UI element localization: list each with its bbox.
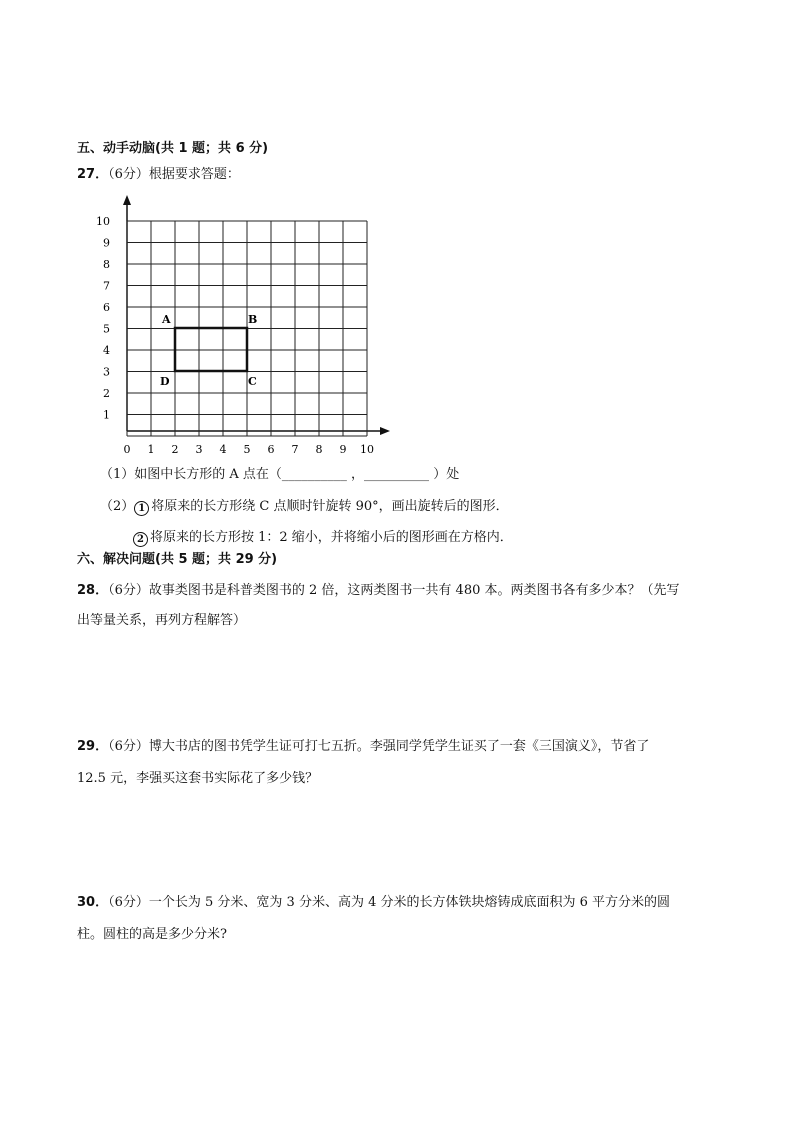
y-tick-label: 1 [103, 408, 110, 422]
question-27-part-1: （1）如图中长方形的 A 点在（__________ ，__________ ）处 [100, 467, 460, 482]
x-tick-label: 2 [171, 443, 179, 456]
x-tick-label: 8 [315, 443, 323, 456]
y-tick-label: 4 [103, 344, 110, 357]
y-tick-label: 2 [103, 387, 110, 400]
y-tick-label: 10 [96, 215, 110, 228]
y-axis-arrow [123, 195, 131, 205]
question-27-header [77, 167, 240, 183]
question-prompt: 根据要求答题： [148, 167, 240, 182]
x-tick-label: 0 [123, 443, 131, 456]
y-tick-label: 8 [103, 258, 110, 271]
question-text: 博大书店的图书凭学生证可打七五折。李强同学凭学生证买了一套《三国演义》，节省了 [148, 739, 650, 754]
question-27-part-2-1 [100, 499, 509, 516]
x-tick-label: 3 [195, 443, 203, 456]
y-tick-label: 3 [103, 365, 110, 379]
x-axis-arrow [380, 427, 390, 435]
point-c-label: C [248, 375, 257, 388]
question-28-line-2: 出等量关系，再列方程解答） [77, 613, 247, 628]
part-2-2-text: 将原来的长方形按 1：2 缩小，并将缩小后的图形画在方格内． [150, 530, 513, 545]
x-tick-labels [124, 443, 375, 456]
section-6-title: 六、解决问题(共 5 题；共 29 分) [77, 552, 278, 567]
circled-number-1: 1 [134, 501, 149, 516]
x-tick-label: 7 [291, 443, 299, 456]
question-28-line-1 [77, 583, 680, 599]
x-tick-label: 5 [243, 443, 251, 456]
x-tick-label: 10 [360, 443, 374, 456]
question-30-line-2: 柱。圆柱的高是多少分米? [77, 927, 227, 942]
y-tick-label: 5 [103, 322, 110, 336]
question-29-line-2: 12.5 元，李强买这套书实际花了多少钱？ [77, 771, 319, 786]
question-number: 29． [77, 739, 109, 754]
question-score: （6分） [108, 167, 149, 182]
question-text: 故事类图书是科普类图书的 2 倍，这两类图书一共有 480 本。两类图书各有多少本？（先写 [148, 583, 680, 598]
question-text: 一个长为 5 分米、宽为 3 分米、高为 4 分米的长方体铁块熔铸成底面积为 6 平方分米的圆 [148, 895, 671, 910]
question-number: 27． [77, 167, 109, 182]
question-29-line-1 [77, 739, 649, 755]
point-b-label: B [248, 313, 258, 326]
x-tick-label: 9 [339, 443, 347, 456]
y-tick-label: 7 [103, 279, 110, 293]
question-number: 28． [77, 583, 109, 598]
part-2-prefix: （2） [100, 499, 135, 514]
part-2-1-text: 将原来的长方形绕 C 点顺时针旋转 90°，画出旋转后的图形． [151, 499, 509, 514]
x-tick-label: 4 [219, 443, 227, 456]
question-score: （6分） [108, 583, 149, 598]
point-a-label: A [162, 313, 171, 326]
x-tick-label: 1 [147, 443, 155, 456]
question-30-line-1 [77, 895, 670, 911]
section-5-title: 五、动手动脑(共 1 题；共 6 分) [77, 141, 269, 156]
y-tick-labels [96, 215, 110, 422]
question-score: （6分） [108, 739, 149, 754]
y-tick-label: 9 [103, 236, 110, 250]
question-score: （6分） [108, 895, 149, 910]
coordinate-grid [90, 195, 390, 456]
question-number: 30． [77, 895, 109, 910]
point-d-label: D [160, 375, 170, 388]
question-27-part-2-2 [133, 530, 513, 547]
circled-number-2: 2 [133, 532, 148, 547]
x-tick-label: 6 [267, 443, 275, 456]
y-tick-label: 6 [103, 301, 110, 314]
